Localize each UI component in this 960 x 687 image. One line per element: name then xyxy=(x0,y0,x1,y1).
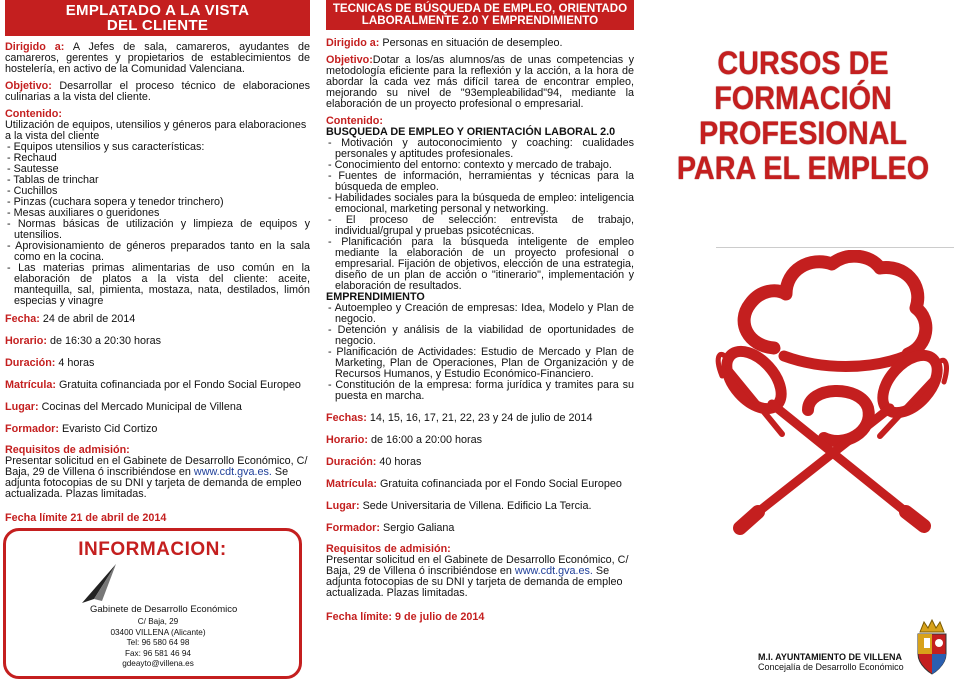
left-dirigido: Dirigido a: A Jefes de sala, camareros, ayudantes de camareros, gerentes y propietarios de establecimientos de hostelería, en activo de la Comunidad Valenciana. xyxy=(5,41,310,75)
left-contenido-label: Contenido: xyxy=(5,108,62,120)
gabinete-logo-icon xyxy=(80,563,120,609)
cdt-link[interactable]: www.cdt.gva.es. xyxy=(514,565,593,577)
cdt-link[interactable]: www.cdt.gva.es. xyxy=(193,466,272,478)
middle-panel xyxy=(320,0,638,687)
middle-duracion: Duración: 40 horas xyxy=(326,456,422,468)
info-email[interactable]: gdeayto@villena.es xyxy=(122,659,194,668)
left-requisitos-label: Requisitos de admisión: xyxy=(5,444,130,456)
list-item: - Fuentes de información, herramientas y técnicas para la búsqueda de empleo. xyxy=(328,170,634,193)
list-item: - Normas básicas de utilización y limpieza de equipos y utensilios. xyxy=(7,218,310,241)
info-box xyxy=(3,528,302,679)
middle-dirigido: Dirigido a: Personas en situación de desempleo. xyxy=(326,37,563,49)
left-requisitos: Presentar solicitud en el Gabinete de Desarrollo Económico, C/ Baja, 29 de Villena ó inscribiéndose en www.cdt.gva.es. Se adjunta fotocopias de su DNI y tarjeta de demanda de empleo actualizada. Plazas limitadas. xyxy=(5,455,308,500)
middle-sub-busqueda: BUSQUEDA DE EMPLEO Y ORIENTACIÓN LABORAL 2.0 xyxy=(326,126,616,138)
middle-formador: Formador: Sergio Galiana xyxy=(326,522,455,534)
chef-hat-cutlery-icon xyxy=(710,250,950,550)
list-item: - Conocimiento del entorno: contexto y mercado de trabajo. xyxy=(328,159,612,171)
list-item: - Sautesse xyxy=(7,163,59,175)
middle-fechas: Fechas: 14, 15, 16, 17, 21, 22, 23 y 24 de julio de 2014 xyxy=(326,412,593,424)
middle-contenido-label: Contenido: xyxy=(326,115,383,127)
list-item: - Aprovisionamiento de géneros preparados tanto en la sala como en la cocina. xyxy=(7,240,310,263)
middle-objetivo: Objetivo:Dotar a los/as alumnos/as de unas competencias y metodología eficiente para la reflexión y la acción, a la hora de abordar la cada vez más difícil tarea de encontrar empleo, mejorando su nivel de "93empleabilidad"94, mediante la elaboración de un proyecto profesional o empresarial. xyxy=(326,54,634,110)
left-contenido-intro: Utilización de equipos, utensilios y géneros para elaboraciones a la vista del cliente xyxy=(5,119,307,142)
list-item: - Detención y análisis de la viabilidad de oportunidades de negocio. xyxy=(328,324,634,347)
middle-lugar: Lugar: Sede Universitaria de Villena. Edificio La Tercia. xyxy=(326,500,592,512)
ayuntamiento-credit: M.I. AYUNTAMIENTO DE VILLENA Concejalía de Desarrollo Económico xyxy=(758,652,904,672)
cover-title: CURSOS DE FORMACIÓN PROFESIONAL PARA EL EMPLEO xyxy=(676,45,930,186)
left-panel xyxy=(0,0,316,687)
left-course-title: EMPLATADO A LA VISTA DEL CLIENTE xyxy=(5,0,310,36)
left-objetivo: Objetivo: Desarrollar el proceso técnico de elaboraciones culinarias a la vista del cliente. xyxy=(5,80,311,103)
list-item: - Autoempleo y Creación de empresas: Idea, Modelo y Plan de negocio. xyxy=(328,302,634,325)
list-item: - Cuchillos xyxy=(7,185,58,197)
middle-matricula: Matrícula: Gratuita cofinanciada por el Fondo Social Europeo xyxy=(326,478,622,490)
left-content-list xyxy=(5,142,310,307)
list-item: - Planificación para la búsqueda inteligente de empleo mediante la elaboración de un proyecto profesional o empresarial. Fijación de objetivos, elección de una estrategia, diseño de un plan de acción o "itinerario", implementación y elaboración de resultados. xyxy=(328,236,634,292)
left-fecha: Fecha: 24 de abril de 2014 xyxy=(5,313,136,325)
list-item: - El proceso de selección: entrevista de trabajo, individual/grupal y pruebas psicotécnicas. xyxy=(328,214,634,237)
left-formador: Formador: Evaristo Cid Cortizo xyxy=(5,423,158,435)
list-item: - Mesas auxiliares o gueridones xyxy=(7,207,160,219)
info-fax: Fax: 96 581 46 94 xyxy=(124,648,191,658)
left-lugar: Lugar: Cocinas del Mercado Municipal de Villena xyxy=(5,401,242,413)
list-item: - Rechaud xyxy=(7,152,57,164)
middle-requisitos: Presentar solicitud en el Gabinete de Desarrollo Económico, C/ Baja, 29 de Villena ó inscribiéndose en www.cdt.gva.es. Se adjunta fotocopias de su DNI y tarjeta de demanda de empleo actualizada. Plazas limitadas. xyxy=(326,554,629,599)
list-item: - Pinzas (cuchara sopera y tenedor trinchero) xyxy=(7,196,224,208)
left-matricula: Matrícula: Gratuita cofinanciada por el Fondo Social Europeo xyxy=(5,379,301,391)
middle-busqueda-list xyxy=(326,138,634,292)
middle-sub-emprendimiento: EMPRENDIMIENTO xyxy=(326,291,425,303)
gabinete-name: Gabinete de Desarrollo Económico xyxy=(90,604,238,615)
cover-panel xyxy=(646,0,960,687)
list-item: - Habilidades sociales para la búsqueda de empleo: inteligencia emocional, marketing personal y networking. xyxy=(328,192,634,215)
middle-horario: Horario: de 16:00 a 20:00 horas xyxy=(326,434,483,446)
list-item: - Motivación y autoconocimiento y coaching: cualidades personales y aptitudes profesionales. xyxy=(328,137,634,160)
middle-course-title: TECNICAS DE BÚSQUEDA DE EMPLEO, ORIENTADO LABORALMENTE 2.0 Y EMPRENDIMIENTO xyxy=(326,0,634,30)
villena-coat-of-arms-icon xyxy=(914,618,950,676)
list-item: - Tablas de trinchar xyxy=(7,174,99,186)
info-tel: Tel: 96 580 64 98 xyxy=(126,638,190,647)
middle-requisitos-label: Requisitos de admisión: xyxy=(326,543,451,555)
middle-fecha-limite: Fecha límite: 9 de julio de 2014 xyxy=(326,611,485,623)
info-addr2: 03400 VILLENA (Alicante) xyxy=(110,627,206,637)
info-addr1: C/ Baja, 29 xyxy=(137,617,179,626)
left-duracion: Duración: 4 horas xyxy=(5,357,95,369)
middle-emprendimiento-list xyxy=(326,303,634,402)
list-item: - Las materias primas alimentarias de uso común en la elaboración de platos a la vista del cliente: aceite, mantequilla, sal, pimienta, mostaza, nata, destilados, limón especias y vinagre xyxy=(7,262,310,307)
left-horario: Horario: de 16:30 a 20:30 horas xyxy=(5,335,162,347)
info-title: INFORMACION: xyxy=(78,539,227,560)
left-fecha-limite: Fecha límite 21 de abril de 2014 xyxy=(5,512,167,524)
list-item: - Equipos utensilios y sus características: xyxy=(7,141,205,153)
list-item: - Constitución de la empresa: forma jurídica y tramites para su puesta en marcha. xyxy=(328,379,634,402)
title-divider xyxy=(716,247,954,248)
list-item: - Planificación de Actividades: Estudio de Mercado y Plan de Marketing, Plan de Operaciones, Plan de Organización y de Recursos Humanos, y Estudio Económico-Financiero. xyxy=(328,346,634,380)
